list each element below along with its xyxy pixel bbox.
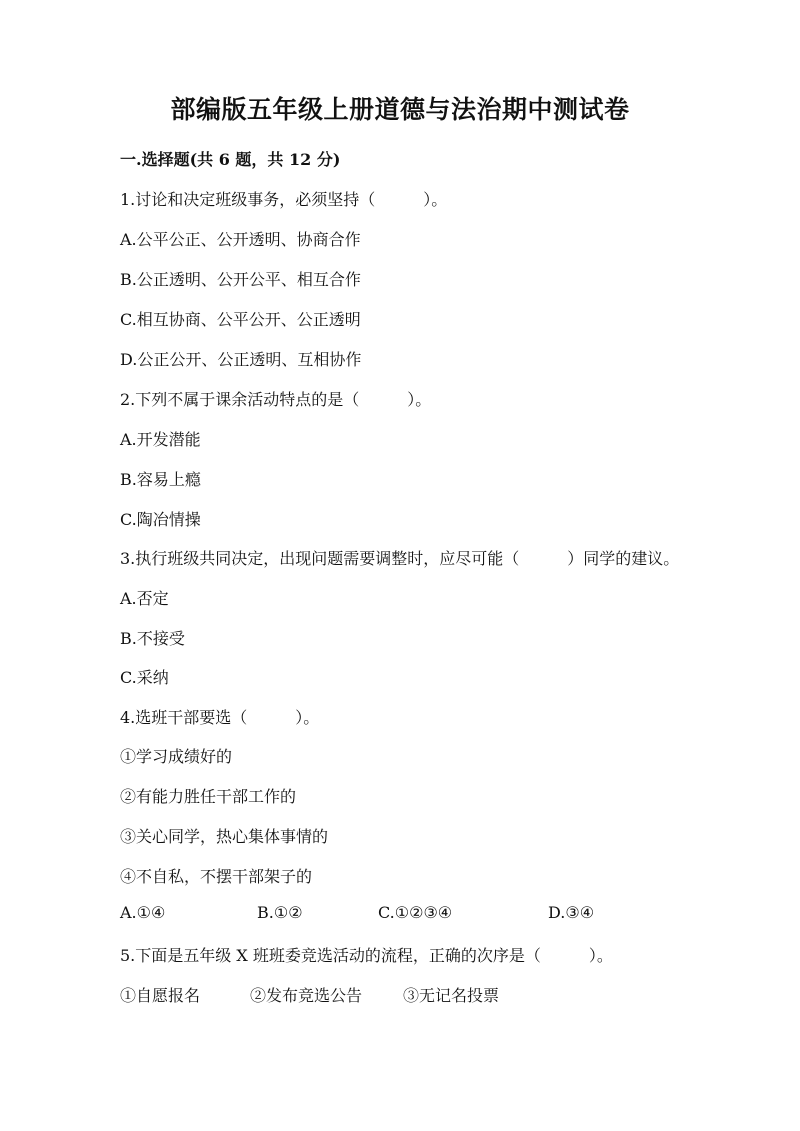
question-4-option-c: C.①②③④ bbox=[378, 903, 453, 922]
question-1-option-b: B.公正透明、公开公平、相互合作 bbox=[120, 270, 361, 289]
question-5-stem: 5.下面是五年级 X 班班委竞选活动的流程，正确的次序是（ ）。 bbox=[120, 946, 613, 965]
section-header: 一.选择题(共 6 题，共 12 分) bbox=[120, 150, 341, 169]
question-3-option-a: A.否定 bbox=[120, 589, 169, 608]
question-1-stem: 1.讨论和决定班级事务，必须坚持（ ）。 bbox=[120, 190, 448, 209]
question-3-option-b: B.不接受 bbox=[120, 629, 185, 648]
page-title: 部编版五年级上册道德与法治期中测试卷 bbox=[170, 95, 630, 124]
question-4-item-3: ③关心同学，热心集体事情的 bbox=[120, 827, 329, 846]
question-2-option-a: A.开发潜能 bbox=[120, 430, 201, 449]
question-4-item-2: ②有能力胜任干部工作的 bbox=[120, 787, 297, 806]
question-4-option-b: B.①② bbox=[257, 903, 303, 922]
question-3-option-c: C.采纳 bbox=[120, 668, 169, 687]
question-2-stem: 2.下列不属于课余活动特点的是（ ）。 bbox=[120, 390, 432, 409]
question-3-stem: 3.执行班级共同决定，出现问题需要调整时，应尽可能（ ）同学的建议。 bbox=[120, 549, 680, 568]
question-5-item-1: ①自愿报名 bbox=[120, 986, 201, 1005]
question-1-option-d: D.公正公开、公正透明、互相协作 bbox=[120, 350, 362, 369]
question-1-option-c: C.相互协商、公平公开、公正透明 bbox=[120, 310, 361, 329]
question-5-item-3: ③无记名投票 bbox=[403, 986, 500, 1005]
question-2-option-c: C.陶冶情操 bbox=[120, 510, 201, 529]
question-2-option-b: B.容易上瘾 bbox=[120, 470, 201, 489]
question-4-item-4: ④不自私，不摆干部架子的 bbox=[120, 867, 313, 886]
question-5-item-2: ②发布竞选公告 bbox=[250, 986, 363, 1005]
question-1-option-a: A.公平公正、公开透明、协商合作 bbox=[120, 230, 361, 249]
question-4-item-1: ①学习成绩好的 bbox=[120, 747, 233, 766]
question-4-option-a: A.①④ bbox=[120, 903, 166, 922]
question-4-stem: 4.选班干部要选（ ）。 bbox=[120, 708, 320, 727]
question-4-option-d: D.③④ bbox=[548, 903, 595, 922]
